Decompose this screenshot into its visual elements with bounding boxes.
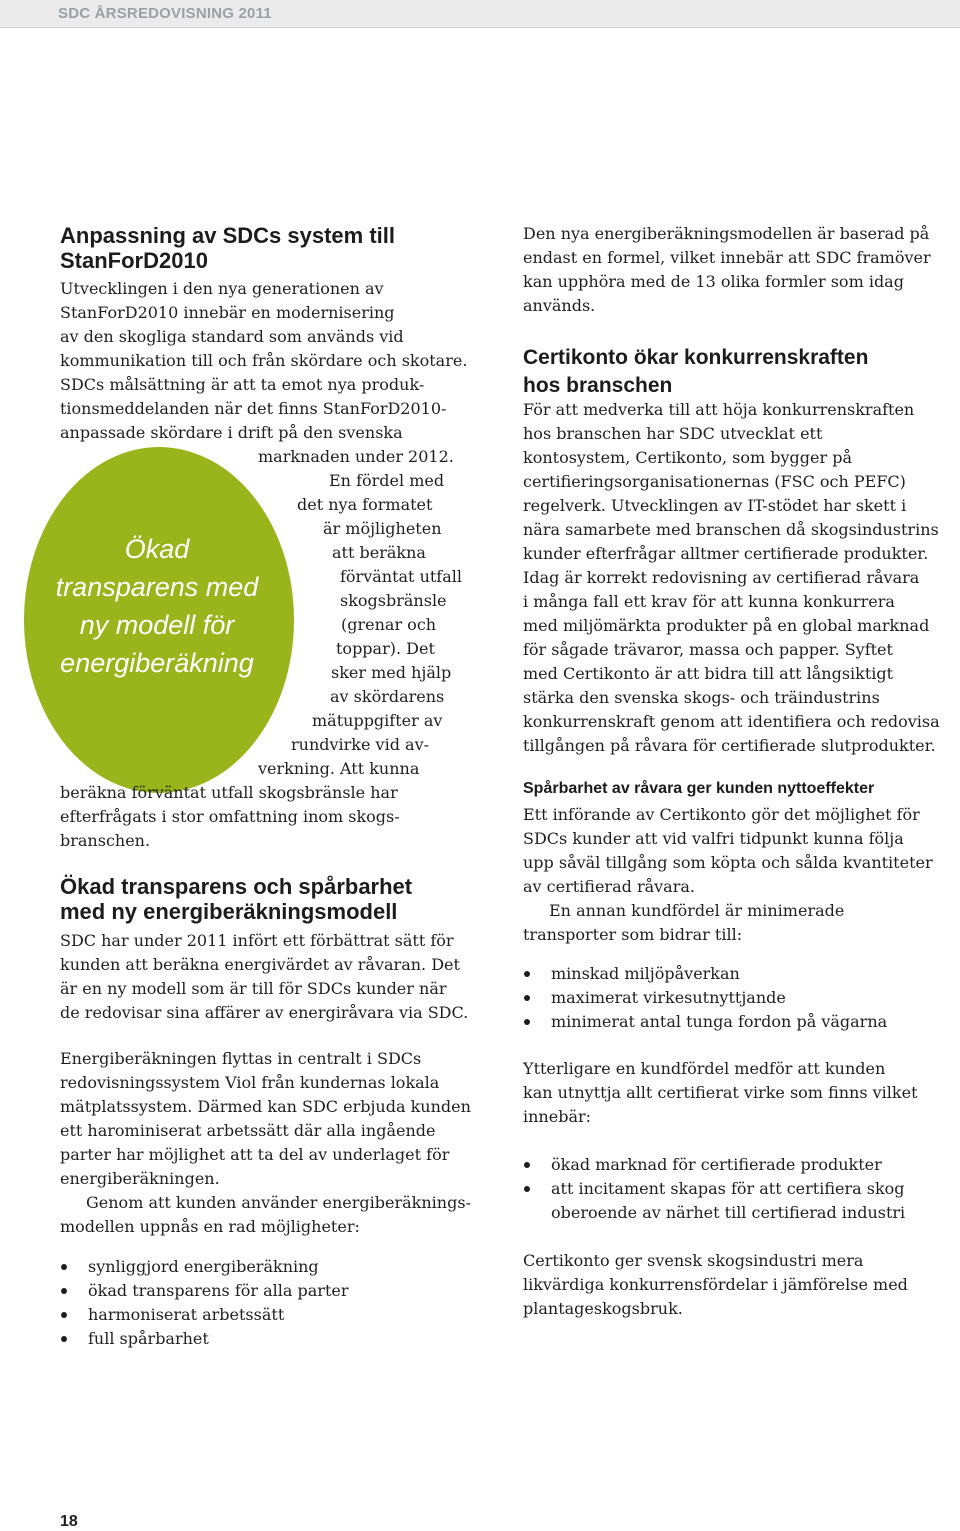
- list-item: [523, 1177, 905, 1225]
- bullet-icon: [524, 995, 530, 1001]
- transport-benefits-list: [523, 962, 887, 1034]
- body-line: ett harominiserat arbetssätt där alla ingående: [60, 1121, 436, 1140]
- body-line: mätuppgifter av: [312, 711, 443, 730]
- list-item-text: oberoende av närhet till certifierad industri: [551, 1203, 906, 1222]
- list-item: [60, 1327, 349, 1351]
- kundfordel-paragraph: [523, 1057, 918, 1129]
- list-item-text: maximerat virkesutnyttjande: [551, 988, 786, 1007]
- body-line: kan utnyttja allt certifierat virke som finns vilket: [523, 1083, 918, 1102]
- body-line: certifieringsorganisationernas (FSC och PEFC): [523, 472, 906, 491]
- heading-line: StanForD2010: [60, 248, 208, 273]
- body-line: anpassade skördare i drift på den svenska: [60, 423, 403, 442]
- body-line: Den nya energiberäkningsmodellen är baserad på: [523, 224, 930, 243]
- certikonto-paragraph: [523, 398, 940, 758]
- body-line: Ett införande av Certikonto gör det möjlighet för: [523, 805, 920, 824]
- sparbarhet-paragraph: [523, 803, 933, 947]
- body-line: endast en formel, vilket innebär att SDC framöver: [523, 248, 931, 267]
- list-item: [523, 1153, 905, 1177]
- bullet-icon: [61, 1312, 67, 1318]
- list-item: [60, 1255, 349, 1279]
- list-item-text: ökad marknad för certifierade produkter: [551, 1155, 882, 1174]
- body-line: kan upphöra med de 13 olika formler som idag: [523, 272, 904, 291]
- pullquote-line: energiberäkning: [60, 648, 254, 678]
- body-line: modellen uppnås en rad möjligheter:: [60, 1217, 360, 1236]
- closing-paragraph: [523, 1249, 908, 1321]
- body-line: med Certikonto är att bidra till att långsiktigt: [523, 664, 894, 683]
- body-line: av certifierad råvara.: [523, 877, 695, 896]
- body-line: toppar). Det: [336, 639, 435, 658]
- body-line: regelverk. Utvecklingen av IT-stödet har skett i: [523, 496, 907, 515]
- list-item: [523, 1010, 887, 1034]
- bullet-icon: [61, 1264, 67, 1270]
- list-item-text: minimerat antal tunga fordon på vägarna: [551, 1012, 888, 1031]
- pullquote-text: [20, 530, 294, 682]
- body-line: innebär:: [523, 1107, 592, 1126]
- list-item: [60, 1303, 349, 1327]
- list-item-text: ökad transparens för alla parter: [88, 1281, 349, 1300]
- body-line: stärka den svenska skogs- och träindustrins: [523, 688, 880, 707]
- body-line: En annan kundfördel är minimerade: [549, 901, 845, 920]
- heading-line: med ny energiberäkningsmodell: [60, 899, 398, 924]
- certified-benefits-list: [523, 1153, 905, 1225]
- pullquote-line: transparens med: [55, 572, 259, 602]
- body-line: upp såväl tillgång som köpta och sålda kvantiteter: [523, 853, 933, 872]
- body-line: i många fall ett krav för att kunna konkurrera: [523, 592, 895, 611]
- body-line: de redovisar sina affärer av energiråvara via SDC.: [60, 1003, 469, 1022]
- section2-paragraph-1: [60, 929, 468, 1025]
- section-heading-stanford: [60, 223, 395, 273]
- body-line: förväntat utfall: [340, 567, 462, 586]
- list-item-text: full spårbarhet: [88, 1329, 209, 1348]
- list-item: [523, 986, 887, 1010]
- body-line: tionsmeddelanden när det finns StanForD2010-: [60, 399, 447, 418]
- body-line: energiberäkningen.: [60, 1169, 220, 1188]
- body-line: branschen.: [60, 831, 151, 850]
- possibilities-list: [60, 1255, 349, 1351]
- body-line: SDCs kunder att vid valfri tidpunkt kunna följa: [523, 829, 904, 848]
- body-line: likvärdiga konkurrensfördelar i jämförelse med: [523, 1275, 908, 1294]
- pullquote-line: ny modell för: [79, 610, 235, 640]
- list-item-text: synliggjord energiberäkning: [88, 1257, 319, 1276]
- list-item-text: att incitament skapas för att certifiera skog: [551, 1179, 905, 1198]
- body-line: sker med hjälp: [331, 663, 452, 682]
- subheading-sparbarhet: Spårbarhet av råvara ger kunden nyttoeffekter: [523, 780, 875, 797]
- body-line: Genom att kunden använder energiberäknings-: [86, 1193, 471, 1212]
- heading-line: Certikonto ökar konkurrenskraften: [523, 346, 869, 369]
- body-line: är möjligheten: [323, 519, 442, 538]
- bullet-icon: [61, 1336, 67, 1342]
- bullet-icon: [61, 1288, 67, 1294]
- section-heading-transparens: [60, 874, 412, 924]
- body-line: plantageskogsbruk.: [523, 1299, 683, 1318]
- body-line: efterfrågats i stor omfattning inom skogs-: [60, 807, 400, 826]
- body-line: kontosystem, Certikonto, som bygger på: [523, 448, 853, 467]
- body-line: Utvecklingen i den nya generationen av: [60, 279, 384, 298]
- body-line: används.: [523, 296, 596, 315]
- section-heading-certikonto: [523, 344, 868, 400]
- body-line: kunden att beräkna energivärdet av råvaran. Det: [60, 955, 460, 974]
- heading-line: Anpassning av SDCs system till: [60, 223, 395, 248]
- body-line: av skördarens: [330, 687, 445, 706]
- list-item-text: harmoniserat arbetssätt: [88, 1305, 285, 1324]
- body-line: är en ny modell som är till för SDCs kunder när: [60, 979, 447, 998]
- heading-line: Ökad transparens och spårbarhet: [60, 874, 413, 899]
- body-line: En fördel med: [329, 471, 445, 490]
- body-line: För att medverka till att höja konkurrenskraften: [523, 400, 915, 419]
- bullet-icon: [524, 1162, 530, 1168]
- body-line: att beräkna: [332, 543, 426, 562]
- body-line: det nya formatet: [297, 495, 433, 514]
- body-line: (grenar och: [341, 615, 437, 634]
- body-line: för sågade trävaror, massa och papper. Syftet: [523, 640, 893, 659]
- body-line: mätplatssystem. Därmed kan SDC erbjuda kunden: [60, 1097, 471, 1116]
- body-line: marknaden under 2012.: [258, 447, 454, 466]
- body-line: SDCs målsättning är att ta emot nya produk-: [60, 375, 425, 394]
- body-line: StanForD2010 innebär en modernisering: [60, 303, 395, 322]
- body-line: hos branschen har SDC utvecklat ett: [523, 424, 823, 443]
- body-line: kommunikation till och från skördare och skotare.: [60, 351, 468, 370]
- body-line: Certikonto ger svensk skogsindustri mera: [523, 1251, 864, 1270]
- body-line: med miljömärkta produkter på en global marknad: [523, 616, 930, 635]
- body-line: beräkna förväntat utfall skogsbränsle har: [60, 783, 398, 802]
- body-line: parter har möjlighet att ta del av underlaget för: [60, 1145, 450, 1164]
- body-line: rundvirke vid av-: [291, 735, 430, 754]
- body-line: tillgången på råvara för certifierade slutprodukter.: [523, 736, 936, 755]
- body-line: Ytterligare en kundfördel medför att kunden: [523, 1059, 886, 1078]
- page-number: 18: [60, 1513, 78, 1530]
- pullquote-line: Ökad: [124, 534, 190, 564]
- publication-title: SDC ÅRSREDOVISNING 2011: [58, 5, 272, 22]
- list-item: [523, 962, 887, 986]
- bullet-icon: [524, 971, 530, 977]
- body-line: verkning. Att kunna: [258, 759, 420, 778]
- body-line: transporter som bidrar till:: [523, 925, 743, 944]
- heading-line: hos branschen: [523, 374, 673, 397]
- list-item: [60, 1279, 349, 1303]
- body-line: redovisningssystem Viol från kundernas lokala: [60, 1073, 440, 1092]
- body-line: skogsbränsle: [340, 591, 447, 610]
- body-line: SDC har under 2011 infört ett förbättrat sätt för: [60, 931, 454, 950]
- bullet-icon: [524, 1019, 530, 1025]
- body-line: konkurrenskraft genom att identifiera och redovisa: [523, 712, 940, 731]
- section2-paragraph-2: [60, 1047, 471, 1239]
- body-line: nära samarbete med branschen då skogsindustrins: [523, 520, 939, 539]
- right-intro-paragraph: [523, 222, 931, 318]
- bullet-icon: [524, 1186, 530, 1192]
- list-item-text: minskad miljöpåverkan: [551, 964, 740, 983]
- body-line: av den skogliga standard som används vid: [60, 327, 404, 346]
- body-line: kunder efterfrågar alltmer certifierade produkter.: [523, 544, 929, 563]
- body-line: Energiberäkningen flyttas in centralt i SDCs: [60, 1049, 422, 1068]
- body-line: Idag är korrekt redovisning av certifierad råvara: [523, 568, 920, 587]
- header-bar: [0, 0, 960, 28]
